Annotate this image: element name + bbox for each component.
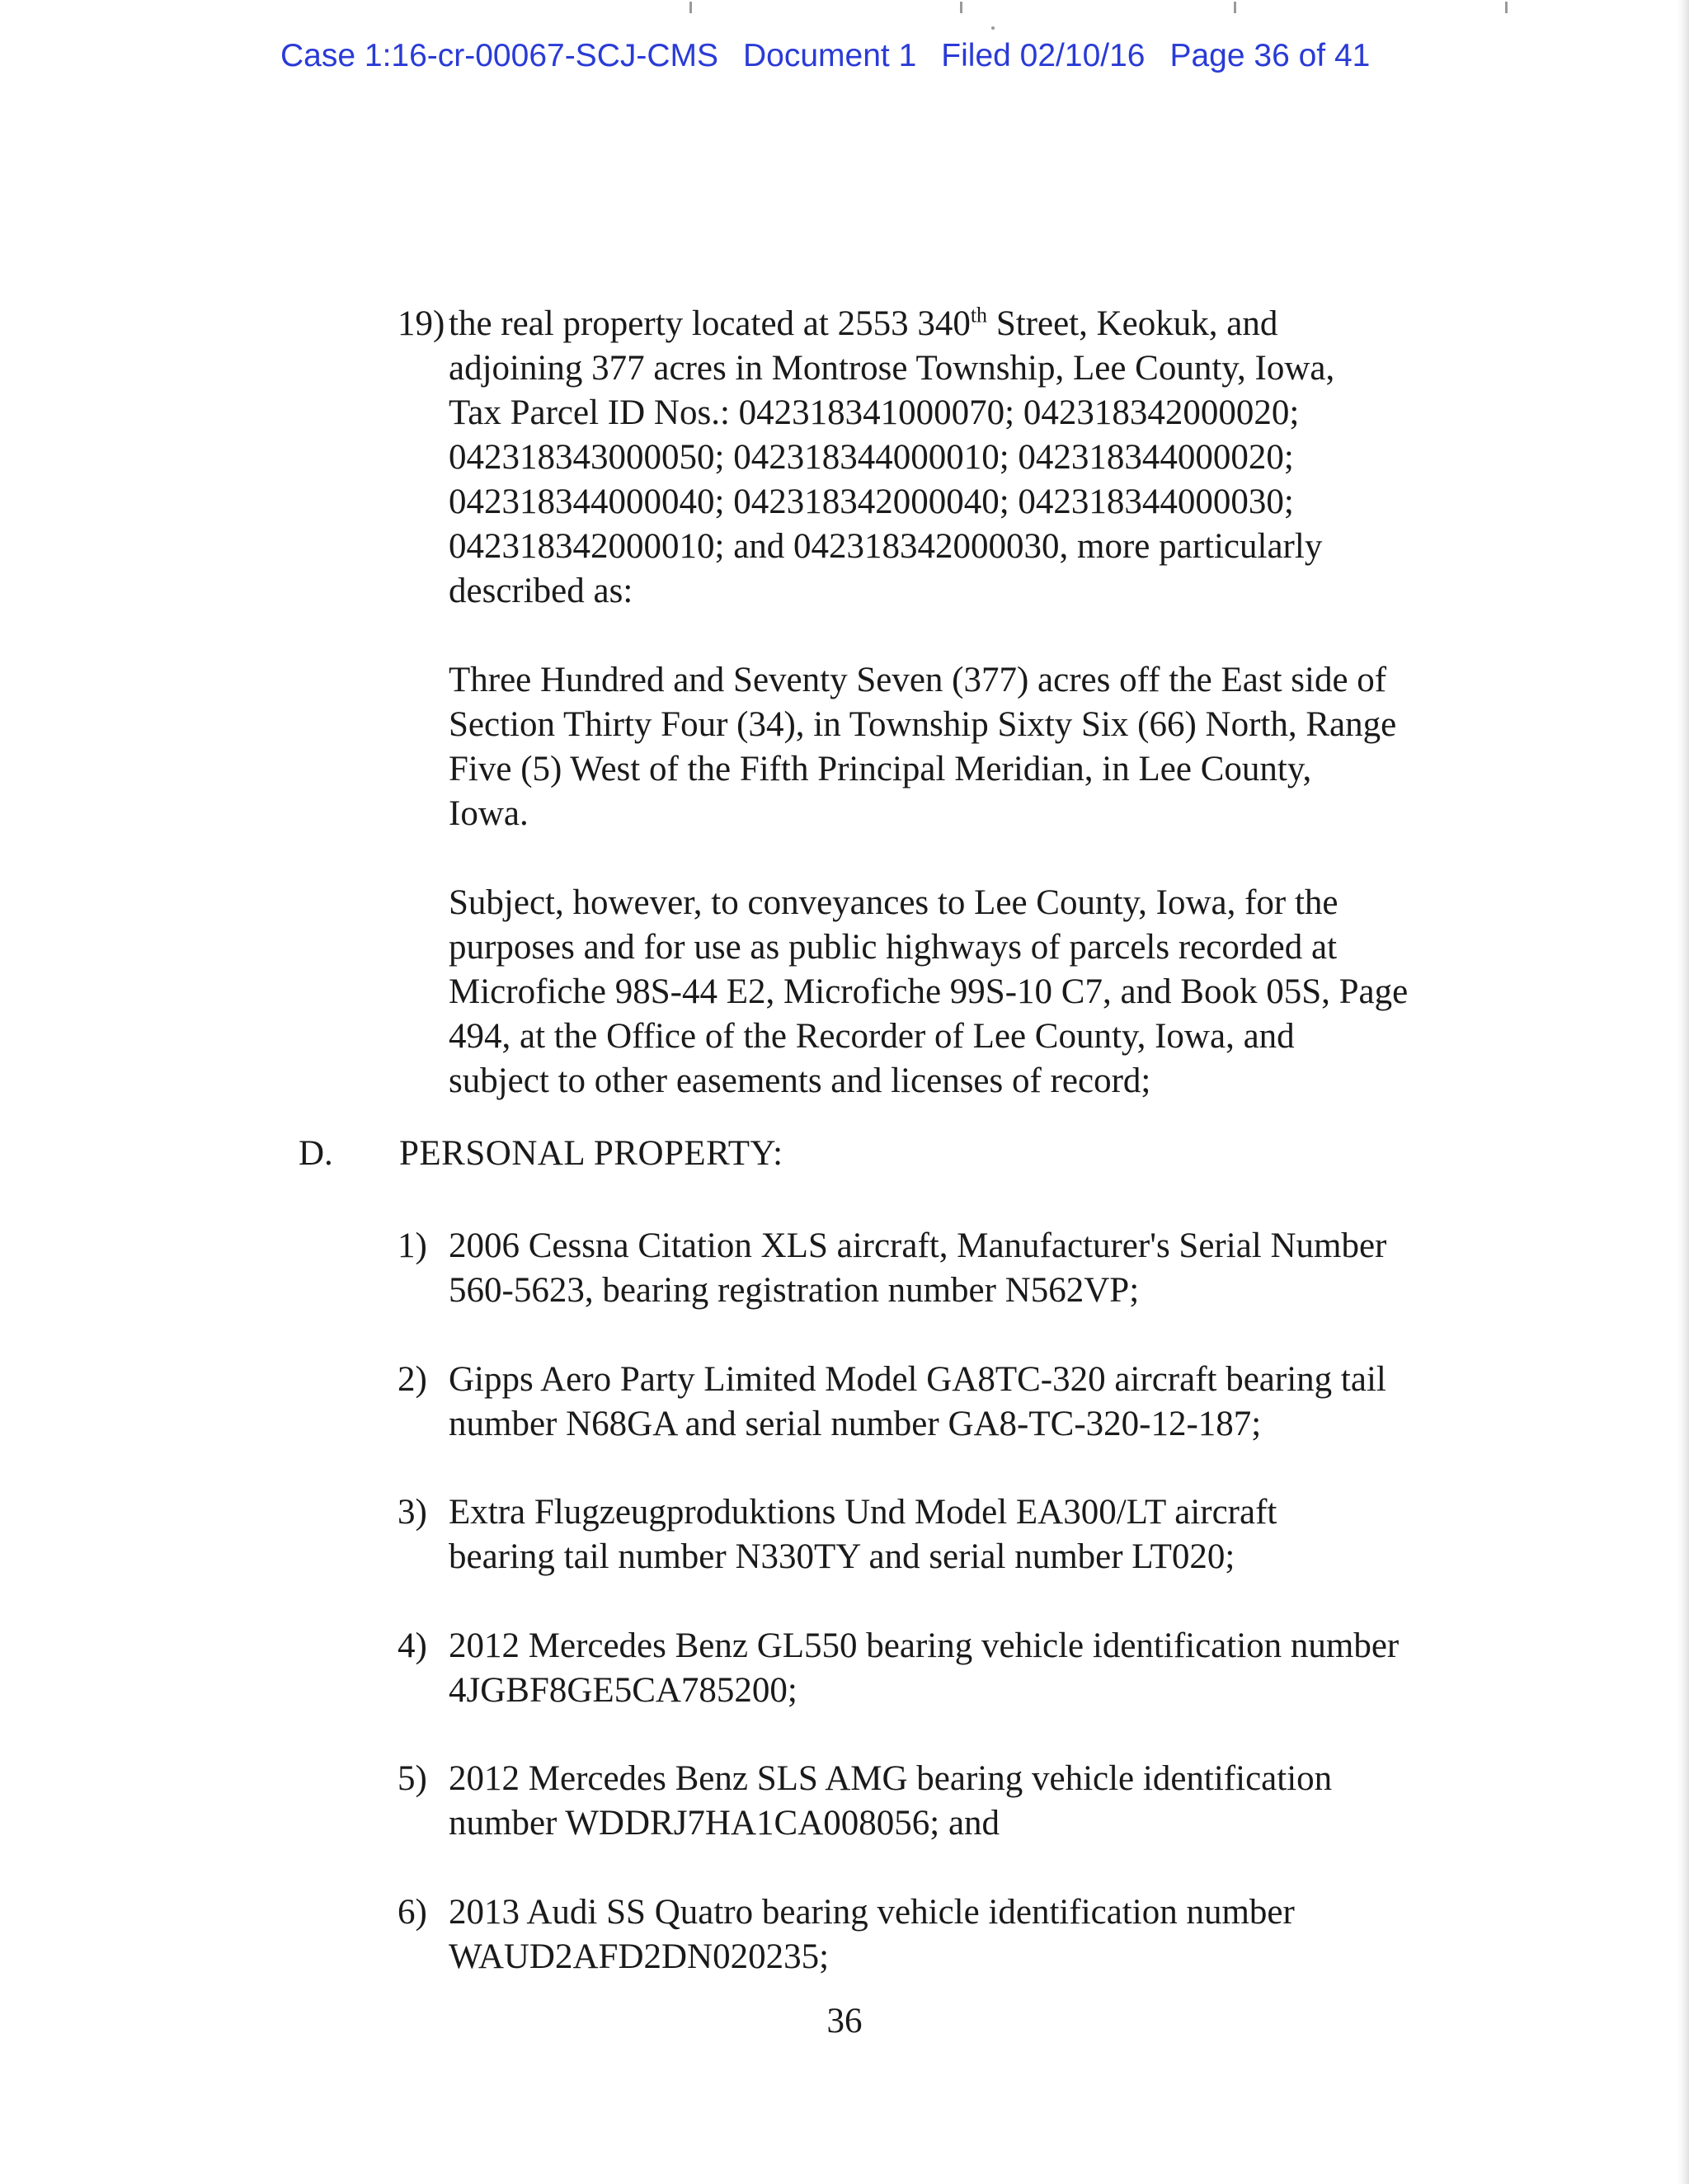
item-line: Gipps Aero Party Limited Model GA8TC-320 aircraft bearing tail bbox=[449, 1360, 1386, 1399]
item-line: 2012 Mercedes Benz SLS AMG bearing vehicle identification bbox=[449, 1759, 1333, 1798]
property-item-19 bbox=[398, 302, 1503, 614]
item-text bbox=[449, 302, 1503, 614]
scan-speck bbox=[960, 2, 962, 13]
personal-property-item-6 bbox=[398, 1890, 1503, 1979]
item-text bbox=[449, 1358, 1503, 1447]
section-letter: D. bbox=[299, 1134, 333, 1173]
legal-description bbox=[449, 658, 1554, 836]
item-line: adjoining 377 acres in Montrose Township, Lee County, Iowa, bbox=[449, 349, 1335, 388]
item-line: WAUD2AFD2DN020235; bbox=[449, 1937, 830, 1976]
item-number: 2) bbox=[398, 1360, 427, 1399]
item-text bbox=[449, 1490, 1503, 1579]
scan-speck bbox=[1505, 2, 1508, 13]
item-line: number N68GA and serial number GA8-TC-320-12-187; bbox=[449, 1405, 1262, 1443]
item-line: 042318342000010; and 042318342000030, more particularly bbox=[449, 527, 1323, 566]
description-line: Section Thirty Four (34), in Township Sixty Six (66) North, Range bbox=[449, 705, 1397, 744]
item-line: Extra Flugzeugproduktions Und Model EA300/LT aircraft bbox=[449, 1493, 1277, 1532]
page-number: 36 bbox=[826, 2002, 863, 2040]
page-of-total: Page 36 of 41 bbox=[1169, 38, 1371, 73]
case-number: Case 1:16-cr-00067-SCJ-CMS bbox=[280, 38, 719, 73]
item-line: 042318344000040; 042318342000040; 042318344000030; bbox=[449, 482, 1294, 521]
scan-edge-shadow bbox=[1677, 0, 1689, 2184]
item-line: 2013 Audi SS Quatro bearing vehicle identification number bbox=[449, 1893, 1295, 1932]
item-text bbox=[449, 1624, 1503, 1713]
subject-line: subject to other easements and licenses of record; bbox=[449, 1061, 1151, 1100]
subject-line: Microfiche 98S-44 E2, Microfiche 99S-10 C7, and Book 05S, Page bbox=[449, 972, 1409, 1011]
item-number: 4) bbox=[398, 1626, 427, 1665]
item-text bbox=[449, 1757, 1503, 1846]
item-number: 1) bbox=[398, 1226, 427, 1265]
item-line: described as: bbox=[449, 572, 633, 610]
item-line: bearing tail number N330TY and serial number LT020; bbox=[449, 1537, 1235, 1576]
item-line: 4JGBF8GE5CA785200; bbox=[449, 1671, 797, 1710]
subject-line: 494, at the Office of the Recorder of Lee County, Iowa, and bbox=[449, 1017, 1295, 1056]
description-line: Three Hundred and Seventy Seven (377) acres off the East side of bbox=[449, 661, 1387, 699]
subject-clause bbox=[449, 881, 1554, 1104]
item-number: 5) bbox=[398, 1759, 427, 1798]
scan-speck bbox=[1234, 2, 1236, 13]
ordinal-suffix: th bbox=[970, 303, 988, 327]
item-text bbox=[449, 1224, 1503, 1313]
item-number: 3) bbox=[398, 1493, 427, 1532]
subject-line: purposes and for use as public highways of parcels recorded at bbox=[449, 928, 1338, 967]
personal-property-item-3 bbox=[398, 1490, 1503, 1579]
item-number: 6) bbox=[398, 1893, 427, 1932]
item-text bbox=[449, 1890, 1503, 1979]
document-number: Document 1 bbox=[743, 38, 917, 73]
item-line: number WDDRJ7HA1CA008056; and bbox=[449, 1804, 1000, 1843]
item-line: the real property located at 2553 340th Street, Keokuk, and bbox=[449, 303, 1278, 343]
item-line: 042318343000050; 042318344000010; 042318344000020; bbox=[449, 438, 1294, 477]
subject-line: Subject, however, to conveyances to Lee County, Iowa, for the bbox=[449, 883, 1338, 922]
scan-speck bbox=[689, 2, 692, 13]
personal-property-item-2 bbox=[398, 1358, 1503, 1447]
item-number: 19) bbox=[398, 304, 445, 343]
item-line: 560-5623, bearing registration number N562VP; bbox=[449, 1271, 1140, 1310]
scan-speck bbox=[991, 26, 995, 30]
filed-date: Filed 02/10/16 bbox=[941, 38, 1146, 73]
personal-property-item-5 bbox=[398, 1757, 1503, 1846]
item-line: Tax Parcel ID Nos.: 042318341000070; 042318342000020; bbox=[449, 393, 1300, 432]
description-line: Iowa. bbox=[449, 794, 529, 833]
case-header bbox=[280, 40, 1435, 72]
item-line: 2006 Cessna Citation XLS aircraft, Manufacturer's Serial Number bbox=[449, 1226, 1387, 1265]
personal-property-item-4 bbox=[398, 1624, 1503, 1713]
description-line: Five (5) West of the Fifth Principal Meridian, in Lee County, bbox=[449, 750, 1312, 788]
item-line: 2012 Mercedes Benz GL550 bearing vehicle identification number bbox=[449, 1626, 1400, 1665]
personal-property-item-1 bbox=[398, 1224, 1503, 1313]
section-title: PERSONAL PROPERTY: bbox=[399, 1134, 783, 1173]
